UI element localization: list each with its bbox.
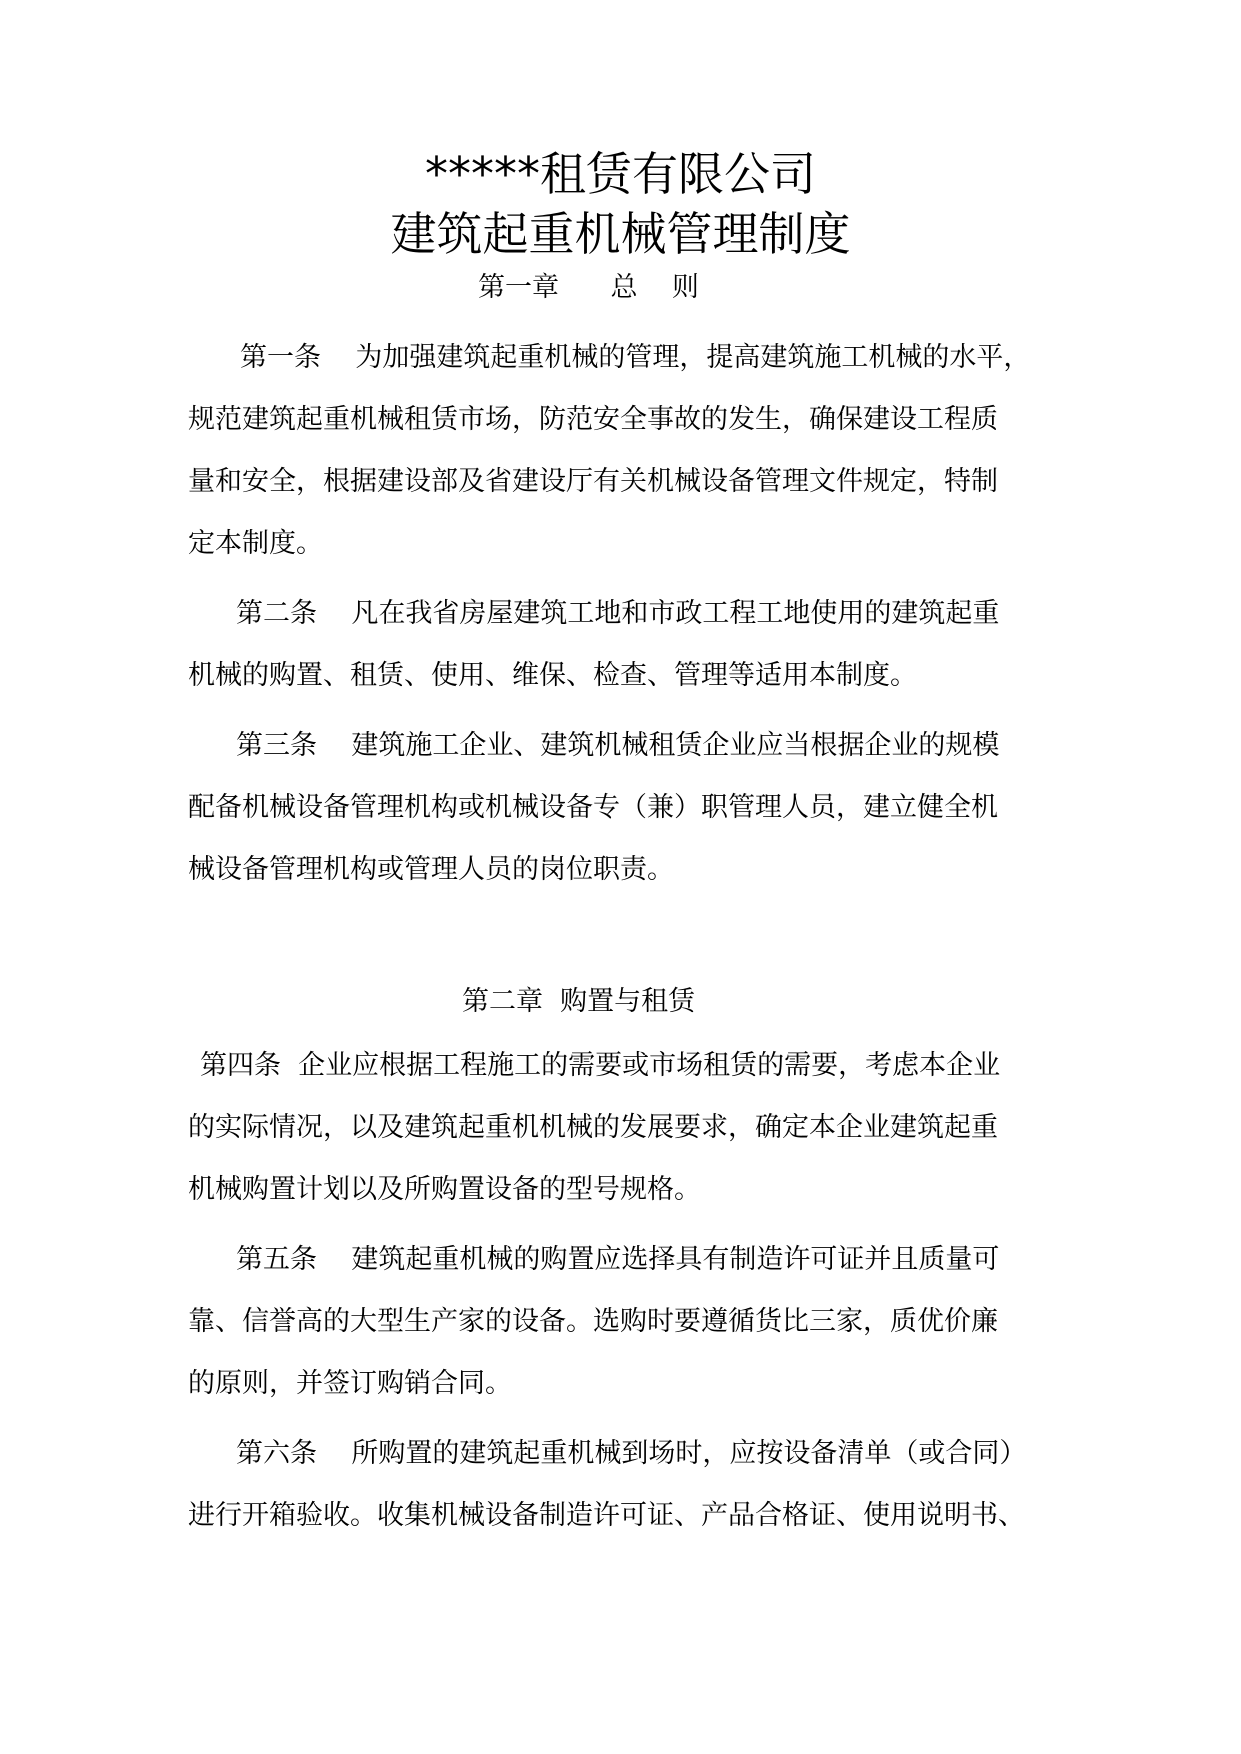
article-5-line: 的原则，并签订购销合同。 — [188, 1368, 512, 1399]
chapter-2-heading: 第二章 购置与租赁 — [462, 986, 696, 1017]
article-6-line: 第六条 所购置的建筑起重机械到场时，应按设备清单（或合同） — [236, 1438, 1027, 1469]
article-1-line: 量和安全，根据建设部及省建设厅有关机械设备管理文件规定，特制 — [188, 466, 998, 497]
article-4-line: 第四条 企业应根据工程施工的需要或市场租赁的需要，考虑本企业 — [200, 1050, 1001, 1081]
article-4-line: 的实际情况，以及建筑起重机机械的发展要求，确定本企业建筑起重 — [188, 1112, 998, 1143]
company-title: *****租赁有限公司 — [425, 147, 816, 201]
article-2-line: 第二条 凡在我省房屋建筑工地和市政工程工地使用的建筑起重 — [236, 598, 1000, 629]
article-1-line: 规范建筑起重机械租赁市场，防范安全事故的发生，确保建设工程质 — [188, 404, 998, 435]
article-5-line: 第五条 建筑起重机械的购置应选择具有制造许可证并且质量可 — [236, 1244, 1000, 1275]
article-3-line: 械设备管理机构或管理人员的岗位职责。 — [188, 854, 674, 885]
article-3-line: 配备机械设备管理机构或机械设备专（兼）职管理人员，建立健全机 — [188, 792, 998, 823]
article-1-line: 第一条 为加强建筑起重机械的管理，提高建筑施工机械的水平， — [240, 342, 1031, 373]
article-3-line: 第三条 建筑施工企业、建筑机械租赁企业应当根据企业的规模 — [236, 730, 1000, 761]
regulation-title: 建筑起重机械管理制度 — [390, 207, 851, 261]
article-6-line: 进行开箱验收。收集机械设备制造许可证、产品合格证、使用说明书、 — [188, 1500, 1025, 1531]
chapter-1-heading: 第一章 总 则 — [478, 272, 699, 303]
article-2-line: 机械的购置、租赁、使用、维保、检查、管理等适用本制度。 — [188, 660, 917, 691]
article-5-line: 靠、信誉高的大型生产家的设备。选购时要遵循货比三家，质优价廉 — [188, 1306, 998, 1337]
article-1-line: 定本制度。 — [188, 528, 323, 559]
article-4-line: 机械购置计划以及所购置设备的型号规格。 — [188, 1174, 701, 1205]
